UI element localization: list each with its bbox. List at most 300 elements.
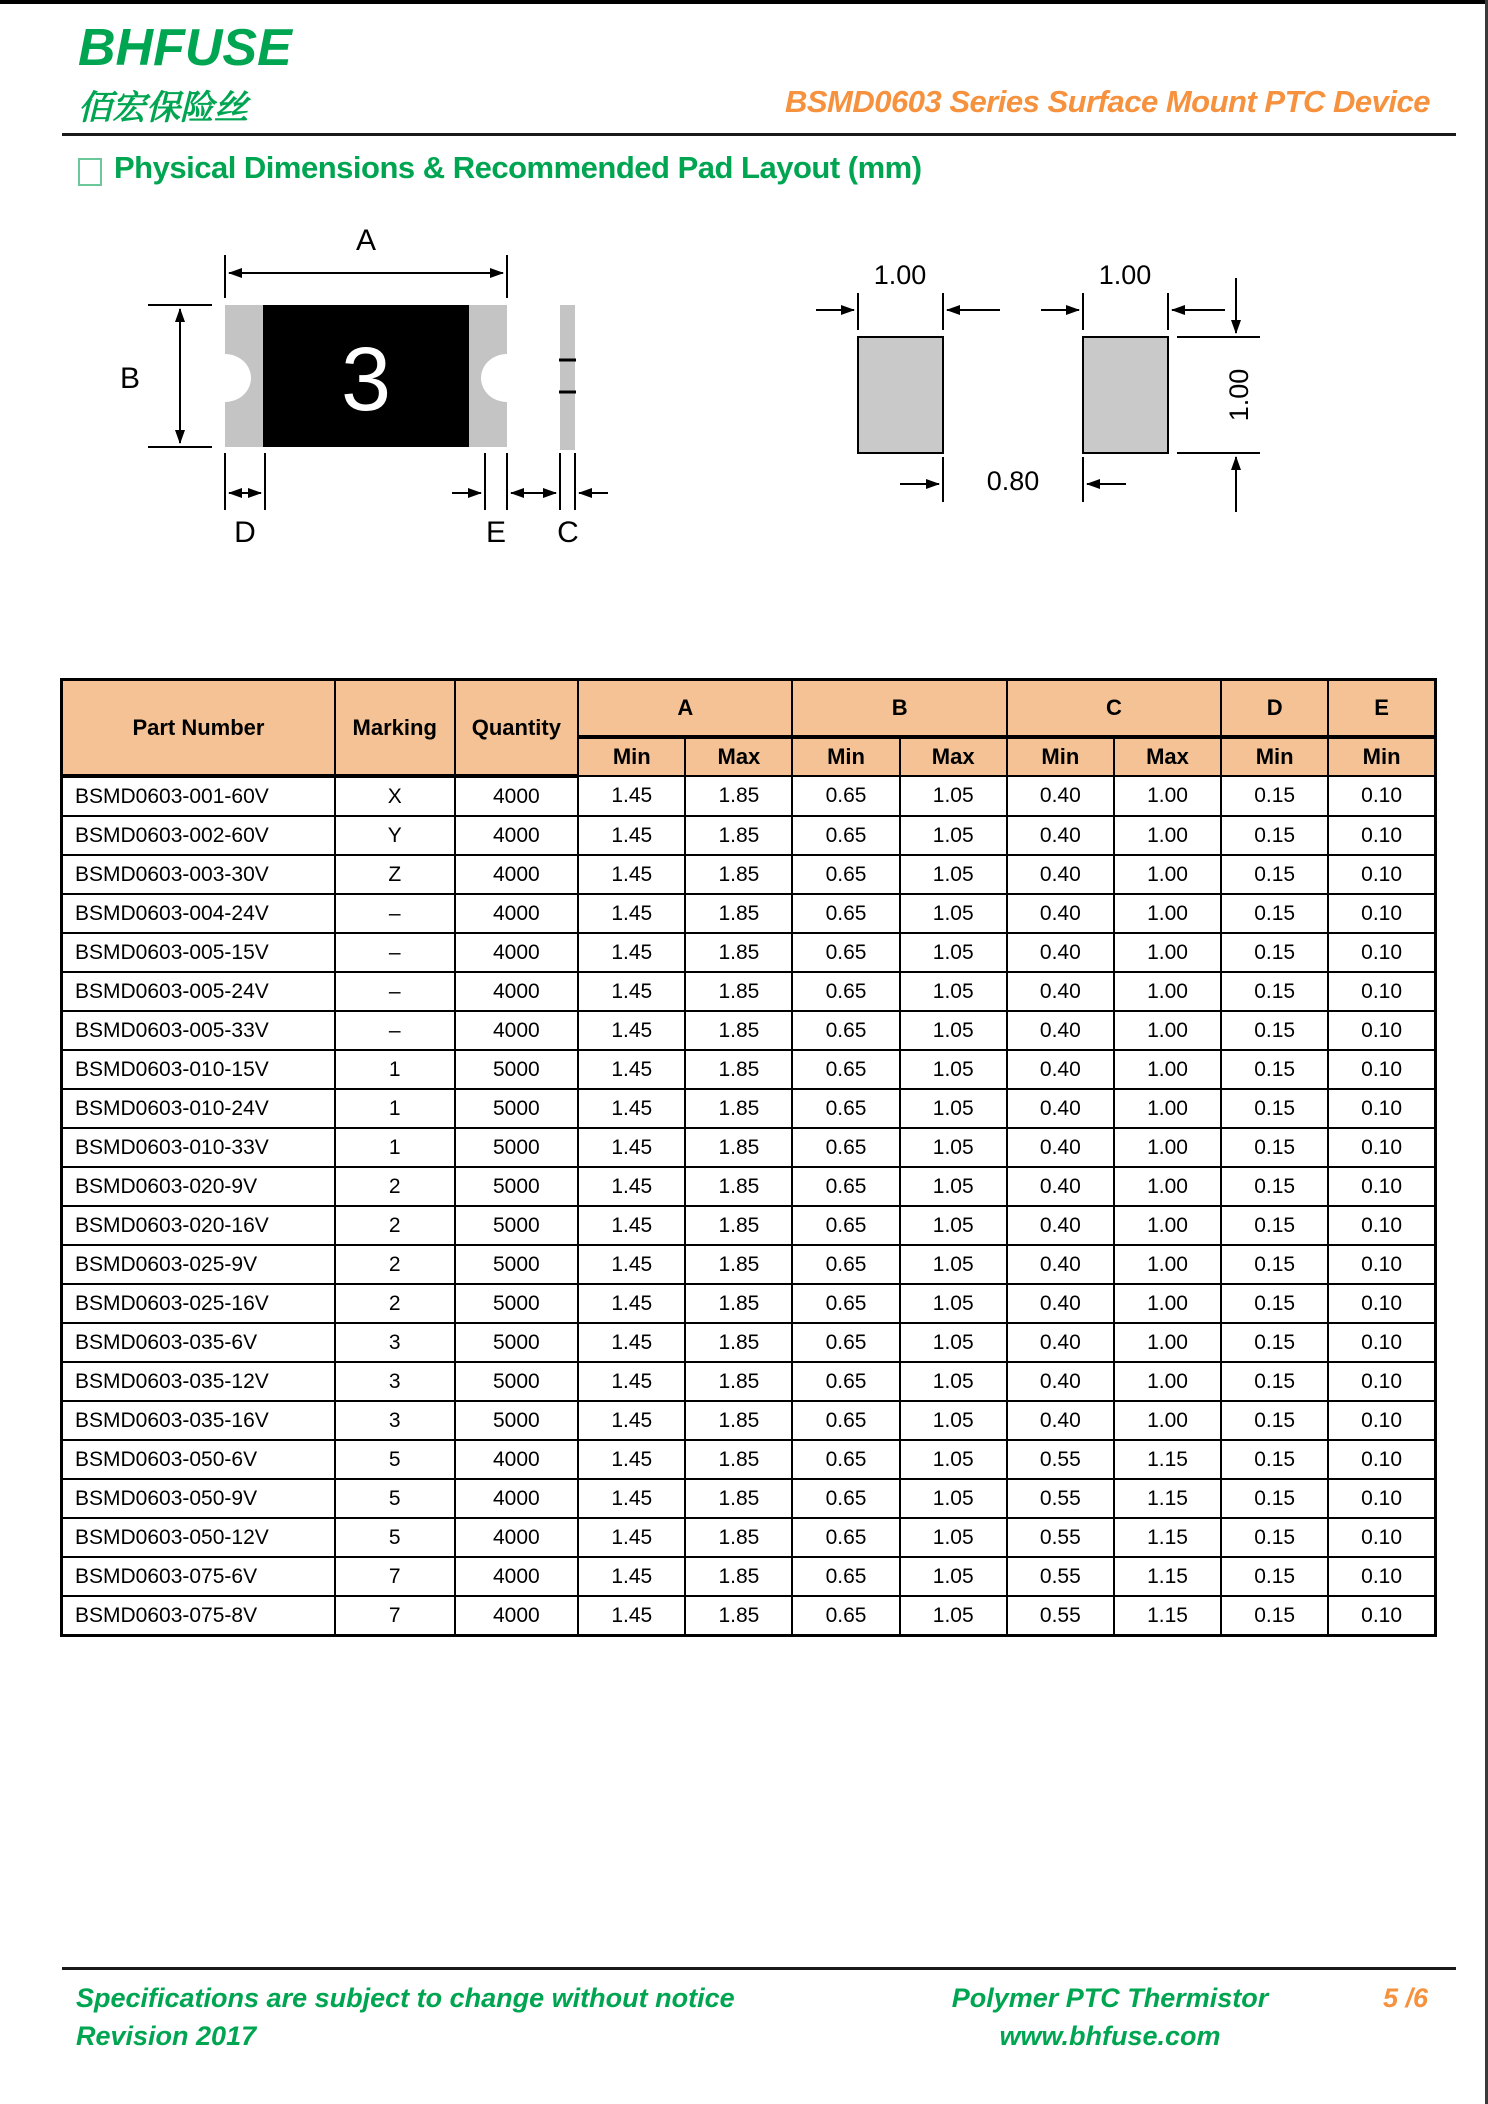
cell-part-number: BSMD0603-050-6V bbox=[62, 1440, 335, 1479]
cell-a-min: 1.45 bbox=[578, 1401, 685, 1440]
cell-part-number: BSMD0603-010-15V bbox=[62, 1050, 335, 1089]
cell-c-max: 1.00 bbox=[1114, 776, 1221, 816]
col-group-d: D bbox=[1221, 680, 1328, 738]
cell-b-max: 1.05 bbox=[900, 1596, 1007, 1636]
dim-label-b: B bbox=[119, 362, 141, 395]
cell-a-max: 1.85 bbox=[685, 1557, 792, 1596]
cell-b-min: 0.65 bbox=[792, 1479, 899, 1518]
cell-a-min: 1.45 bbox=[578, 894, 685, 933]
cell-marking: – bbox=[335, 894, 455, 933]
cell-quantity: 5000 bbox=[455, 1362, 579, 1401]
cell-a-max: 1.85 bbox=[685, 1167, 792, 1206]
cell-a-max: 1.85 bbox=[685, 1323, 792, 1362]
cell-b-max: 1.05 bbox=[900, 1557, 1007, 1596]
cell-c-min: 0.40 bbox=[1007, 1245, 1114, 1284]
cell-b-max: 1.05 bbox=[900, 933, 1007, 972]
pad-width-left-value: 1.00 bbox=[873, 260, 927, 290]
cell-c-max: 1.00 bbox=[1114, 1128, 1221, 1167]
cell-c-max: 1.00 bbox=[1114, 894, 1221, 933]
cell-c-max: 1.00 bbox=[1114, 1323, 1221, 1362]
cell-marking: 1 bbox=[335, 1128, 455, 1167]
cell-marking: 5 bbox=[335, 1440, 455, 1479]
pad-height-value: 1.00 bbox=[1224, 368, 1254, 422]
cell-a-max: 1.85 bbox=[685, 1284, 792, 1323]
cell-c-max: 1.00 bbox=[1114, 1167, 1221, 1206]
cell-d-min: 0.15 bbox=[1221, 855, 1328, 894]
cell-c-max: 1.15 bbox=[1114, 1518, 1221, 1557]
cell-b-min: 0.65 bbox=[792, 1440, 899, 1479]
col-header-quantity: Quantity bbox=[455, 680, 579, 777]
table-row bbox=[62, 1128, 1436, 1167]
cell-c-max: 1.15 bbox=[1114, 1479, 1221, 1518]
pad-layout-drawing bbox=[800, 240, 1400, 540]
cell-a-max: 1.85 bbox=[685, 1596, 792, 1636]
cell-e-min: 0.10 bbox=[1328, 1323, 1435, 1362]
cell-e-min: 0.10 bbox=[1328, 1011, 1435, 1050]
cell-c-min: 0.40 bbox=[1007, 1128, 1114, 1167]
cell-e-min: 0.10 bbox=[1328, 1050, 1435, 1089]
cell-b-min: 0.65 bbox=[792, 972, 899, 1011]
footer-page-number: 5 /6 bbox=[1382, 1983, 1428, 2013]
cell-marking: – bbox=[335, 972, 455, 1011]
col-header-marking: Marking bbox=[335, 680, 455, 777]
cell-b-max: 1.05 bbox=[900, 1362, 1007, 1401]
cell-d-min: 0.15 bbox=[1221, 1245, 1328, 1284]
cell-quantity: 5000 bbox=[455, 1089, 579, 1128]
cell-a-max: 1.85 bbox=[685, 816, 792, 855]
cell-marking: 2 bbox=[335, 1167, 455, 1206]
brand-logo: BHFUSE bbox=[78, 19, 292, 77]
pad-width-right-value: 1.00 bbox=[1098, 260, 1152, 290]
cell-marking: 2 bbox=[335, 1245, 455, 1284]
cell-e-min: 0.10 bbox=[1328, 894, 1435, 933]
cell-marking: 5 bbox=[335, 1479, 455, 1518]
cell-part-number: BSMD0603-075-6V bbox=[62, 1557, 335, 1596]
table-row bbox=[62, 1479, 1436, 1518]
cell-c-min: 0.55 bbox=[1007, 1557, 1114, 1596]
cell-e-min: 0.10 bbox=[1328, 1245, 1435, 1284]
cell-part-number: BSMD0603-075-8V bbox=[62, 1596, 335, 1636]
col-header-c-min: Min bbox=[1007, 737, 1114, 776]
cell-c-max: 1.00 bbox=[1114, 816, 1221, 855]
right-pad bbox=[1083, 337, 1168, 453]
dim-label-d: D bbox=[234, 516, 256, 549]
cell-quantity: 5000 bbox=[455, 1284, 579, 1323]
left-pad bbox=[858, 337, 943, 453]
cell-b-max: 1.05 bbox=[900, 1323, 1007, 1362]
cell-quantity: 4000 bbox=[455, 1557, 579, 1596]
cell-part-number: BSMD0603-005-15V bbox=[62, 933, 335, 972]
cell-c-min: 0.40 bbox=[1007, 1206, 1114, 1245]
cell-c-max: 1.15 bbox=[1114, 1596, 1221, 1636]
cell-b-max: 1.05 bbox=[900, 776, 1007, 816]
col-group-b: B bbox=[792, 680, 1006, 738]
table-row bbox=[62, 1206, 1436, 1245]
section-title: Physical Dimensions & Recommended Pad Layout (mm) bbox=[114, 150, 922, 185]
cell-part-number: BSMD0603-005-24V bbox=[62, 972, 335, 1011]
cell-part-number: BSMD0603-050-12V bbox=[62, 1518, 335, 1557]
cell-quantity: 5000 bbox=[455, 1245, 579, 1284]
cell-part-number: BSMD0603-003-30V bbox=[62, 855, 335, 894]
cell-quantity: 5000 bbox=[455, 1167, 579, 1206]
table-row bbox=[62, 1362, 1436, 1401]
cell-a-max: 1.85 bbox=[685, 1401, 792, 1440]
left-notch bbox=[199, 354, 251, 402]
pad-gap-value: 0.80 bbox=[986, 466, 1040, 496]
cell-b-max: 1.05 bbox=[900, 1011, 1007, 1050]
cell-d-min: 0.15 bbox=[1221, 1362, 1328, 1401]
cell-b-min: 0.65 bbox=[792, 1089, 899, 1128]
header-rule bbox=[62, 133, 1456, 136]
cell-b-max: 1.05 bbox=[900, 1440, 1007, 1479]
cell-part-number: BSMD0603-010-24V bbox=[62, 1089, 335, 1128]
cell-c-min: 0.40 bbox=[1007, 1011, 1114, 1050]
cell-marking: 1 bbox=[335, 1089, 455, 1128]
cell-a-max: 1.85 bbox=[685, 1128, 792, 1167]
cell-a-min: 1.45 bbox=[578, 1089, 685, 1128]
cell-a-max: 1.85 bbox=[685, 1245, 792, 1284]
cell-part-number: BSMD0603-035-6V bbox=[62, 1323, 335, 1362]
cell-b-min: 0.65 bbox=[792, 855, 899, 894]
cell-e-min: 0.10 bbox=[1328, 776, 1435, 816]
cell-a-max: 1.85 bbox=[685, 894, 792, 933]
cell-e-min: 0.10 bbox=[1328, 855, 1435, 894]
cell-e-min: 0.10 bbox=[1328, 1557, 1435, 1596]
col-header-b-min: Min bbox=[792, 737, 899, 776]
cell-c-min: 0.40 bbox=[1007, 933, 1114, 972]
cell-c-max: 1.00 bbox=[1114, 933, 1221, 972]
cell-e-min: 0.10 bbox=[1328, 1128, 1435, 1167]
cell-a-min: 1.45 bbox=[578, 1050, 685, 1089]
cell-e-min: 0.10 bbox=[1328, 1518, 1435, 1557]
cell-marking: 3 bbox=[335, 1362, 455, 1401]
cell-a-min: 1.45 bbox=[578, 1596, 685, 1636]
cell-marking: 3 bbox=[335, 1323, 455, 1362]
cell-part-number: BSMD0603-020-16V bbox=[62, 1206, 335, 1245]
cell-marking: – bbox=[335, 933, 455, 972]
cell-part-number: BSMD0603-010-33V bbox=[62, 1128, 335, 1167]
cell-part-number: BSMD0603-050-9V bbox=[62, 1479, 335, 1518]
cell-c-max: 1.00 bbox=[1114, 1362, 1221, 1401]
col-group-e: E bbox=[1328, 680, 1435, 738]
table-row bbox=[62, 1557, 1436, 1596]
cell-a-min: 1.45 bbox=[578, 855, 685, 894]
dimensions-table bbox=[60, 678, 1437, 1637]
cell-c-max: 1.00 bbox=[1114, 1011, 1221, 1050]
cell-d-min: 0.15 bbox=[1221, 816, 1328, 855]
cell-c-min: 0.55 bbox=[1007, 1518, 1114, 1557]
cell-b-min: 0.65 bbox=[792, 1128, 899, 1167]
brand-logo-chinese: 佰宏保险丝 bbox=[78, 89, 248, 127]
cell-marking: – bbox=[335, 1011, 455, 1050]
cell-quantity: 4000 bbox=[455, 1479, 579, 1518]
cell-b-min: 0.65 bbox=[792, 1596, 899, 1636]
cell-quantity: 4000 bbox=[455, 855, 579, 894]
cell-b-max: 1.05 bbox=[900, 972, 1007, 1011]
dim-label-e: E bbox=[485, 516, 507, 549]
cell-d-min: 0.15 bbox=[1221, 933, 1328, 972]
cell-a-max: 1.85 bbox=[685, 1440, 792, 1479]
table-row bbox=[62, 1011, 1436, 1050]
cell-a-min: 1.45 bbox=[578, 1245, 685, 1284]
cell-part-number: BSMD0603-004-24V bbox=[62, 894, 335, 933]
col-header-b-max: Max bbox=[900, 737, 1007, 776]
cell-part-number: BSMD0603-035-16V bbox=[62, 1401, 335, 1440]
cell-d-min: 0.15 bbox=[1221, 1167, 1328, 1206]
col-header-e-min: Min bbox=[1328, 737, 1435, 776]
cell-a-max: 1.85 bbox=[685, 972, 792, 1011]
cell-b-min: 0.65 bbox=[792, 1011, 899, 1050]
cell-d-min: 0.15 bbox=[1221, 1206, 1328, 1245]
cell-b-min: 0.65 bbox=[792, 1557, 899, 1596]
cell-quantity: 4000 bbox=[455, 1440, 579, 1479]
cell-e-min: 0.10 bbox=[1328, 972, 1435, 1011]
cell-a-max: 1.85 bbox=[685, 1089, 792, 1128]
cell-c-min: 0.40 bbox=[1007, 972, 1114, 1011]
cell-b-max: 1.05 bbox=[900, 1128, 1007, 1167]
cell-b-min: 0.65 bbox=[792, 1323, 899, 1362]
cell-b-max: 1.05 bbox=[900, 1206, 1007, 1245]
cell-c-min: 0.40 bbox=[1007, 855, 1114, 894]
cell-part-number: BSMD0603-001-60V bbox=[62, 776, 335, 816]
cell-b-min: 0.65 bbox=[792, 894, 899, 933]
table-row bbox=[62, 1089, 1436, 1128]
cell-c-min: 0.40 bbox=[1007, 1167, 1114, 1206]
page-edge-top bbox=[0, 0, 1488, 4]
cell-d-min: 0.15 bbox=[1221, 1323, 1328, 1362]
cell-b-min: 0.65 bbox=[792, 1284, 899, 1323]
cell-b-max: 1.05 bbox=[900, 855, 1007, 894]
cell-e-min: 0.10 bbox=[1328, 1206, 1435, 1245]
cell-quantity: 5000 bbox=[455, 1128, 579, 1167]
cell-d-min: 0.15 bbox=[1221, 1284, 1328, 1323]
cell-c-min: 0.40 bbox=[1007, 1284, 1114, 1323]
cell-a-min: 1.45 bbox=[578, 1440, 685, 1479]
cell-b-min: 0.65 bbox=[792, 1362, 899, 1401]
cell-part-number: BSMD0603-005-33V bbox=[62, 1011, 335, 1050]
cell-d-min: 0.15 bbox=[1221, 1011, 1328, 1050]
cell-b-max: 1.05 bbox=[900, 1518, 1007, 1557]
cell-e-min: 0.10 bbox=[1328, 1362, 1435, 1401]
cell-c-max: 1.00 bbox=[1114, 1401, 1221, 1440]
cell-marking: 1 bbox=[335, 1050, 455, 1089]
right-notch bbox=[481, 354, 533, 402]
cell-e-min: 0.10 bbox=[1328, 933, 1435, 972]
cell-a-max: 1.85 bbox=[685, 1050, 792, 1089]
cell-e-min: 0.10 bbox=[1328, 1479, 1435, 1518]
cell-d-min: 0.15 bbox=[1221, 1518, 1328, 1557]
cell-a-min: 1.45 bbox=[578, 1557, 685, 1596]
cell-quantity: 4000 bbox=[455, 1011, 579, 1050]
device-marking-text: 3 bbox=[340, 330, 392, 430]
side-view-strip bbox=[560, 305, 575, 450]
cell-b-max: 1.05 bbox=[900, 1167, 1007, 1206]
table-row bbox=[62, 1323, 1436, 1362]
cell-quantity: 4000 bbox=[455, 816, 579, 855]
table-row bbox=[62, 933, 1436, 972]
cell-c-min: 0.40 bbox=[1007, 1323, 1114, 1362]
cell-part-number: BSMD0603-002-60V bbox=[62, 816, 335, 855]
cell-b-min: 0.65 bbox=[792, 816, 899, 855]
cell-c-min: 0.55 bbox=[1007, 1440, 1114, 1479]
col-header-d-min: Min bbox=[1221, 737, 1328, 776]
cell-c-max: 1.15 bbox=[1114, 1440, 1221, 1479]
cell-e-min: 0.10 bbox=[1328, 1089, 1435, 1128]
cell-a-min: 1.45 bbox=[578, 1518, 685, 1557]
cell-e-min: 0.10 bbox=[1328, 1440, 1435, 1479]
cell-d-min: 0.15 bbox=[1221, 1089, 1328, 1128]
cell-d-min: 0.15 bbox=[1221, 894, 1328, 933]
cell-c-min: 0.40 bbox=[1007, 1362, 1114, 1401]
footer-disclaimer: Specifications are subject to change without notice bbox=[76, 1983, 735, 2013]
cell-e-min: 0.10 bbox=[1328, 1401, 1435, 1440]
footer-website-link[interactable]: www.bhfuse.com bbox=[999, 2021, 1221, 2051]
cell-marking: 7 bbox=[335, 1596, 455, 1636]
cell-d-min: 0.15 bbox=[1221, 1128, 1328, 1167]
table-row bbox=[62, 1167, 1436, 1206]
cell-a-min: 1.45 bbox=[578, 1479, 685, 1518]
component-dimension-drawing bbox=[100, 210, 620, 550]
cell-marking: 2 bbox=[335, 1284, 455, 1323]
table-row bbox=[62, 816, 1436, 855]
cell-b-min: 0.65 bbox=[792, 933, 899, 972]
cell-c-min: 0.40 bbox=[1007, 816, 1114, 855]
cell-c-min: 0.40 bbox=[1007, 776, 1114, 816]
table-row bbox=[62, 1284, 1436, 1323]
cell-a-max: 1.85 bbox=[685, 933, 792, 972]
cell-a-max: 1.85 bbox=[685, 1479, 792, 1518]
cell-b-max: 1.05 bbox=[900, 1401, 1007, 1440]
cell-quantity: 5000 bbox=[455, 1401, 579, 1440]
cell-quantity: 5000 bbox=[455, 1323, 579, 1362]
checkbox-bullet-icon bbox=[78, 158, 102, 186]
table-row bbox=[62, 1440, 1436, 1479]
cell-marking: Y bbox=[335, 816, 455, 855]
cell-marking: 5 bbox=[335, 1518, 455, 1557]
cell-b-min: 0.65 bbox=[792, 1050, 899, 1089]
table-row bbox=[62, 894, 1436, 933]
table-row bbox=[62, 776, 1436, 816]
cell-a-max: 1.85 bbox=[685, 1011, 792, 1050]
cell-c-min: 0.55 bbox=[1007, 1596, 1114, 1636]
cell-a-min: 1.45 bbox=[578, 1323, 685, 1362]
cell-b-max: 1.05 bbox=[900, 894, 1007, 933]
footer-rule bbox=[62, 1967, 1456, 1970]
cell-part-number: BSMD0603-020-9V bbox=[62, 1167, 335, 1206]
cell-c-max: 1.15 bbox=[1114, 1557, 1221, 1596]
cell-marking: 7 bbox=[335, 1557, 455, 1596]
cell-b-max: 1.05 bbox=[900, 816, 1007, 855]
cell-marking: Z bbox=[335, 855, 455, 894]
table-row bbox=[62, 1518, 1436, 1557]
cell-a-min: 1.45 bbox=[578, 1167, 685, 1206]
cell-b-max: 1.05 bbox=[900, 1245, 1007, 1284]
cell-d-min: 0.15 bbox=[1221, 1440, 1328, 1479]
cell-c-max: 1.00 bbox=[1114, 855, 1221, 894]
cell-a-min: 1.45 bbox=[578, 1362, 685, 1401]
table-row bbox=[62, 1050, 1436, 1089]
cell-c-min: 0.40 bbox=[1007, 1050, 1114, 1089]
col-header-a-max: Max bbox=[685, 737, 792, 776]
cell-b-min: 0.65 bbox=[792, 1245, 899, 1284]
table-row bbox=[62, 1596, 1436, 1636]
cell-e-min: 0.10 bbox=[1328, 1284, 1435, 1323]
cell-part-number: BSMD0603-035-12V bbox=[62, 1362, 335, 1401]
cell-marking: X bbox=[335, 776, 455, 816]
cell-part-number: BSMD0603-025-16V bbox=[62, 1284, 335, 1323]
cell-a-min: 1.45 bbox=[578, 776, 685, 816]
cell-d-min: 0.15 bbox=[1221, 972, 1328, 1011]
cell-a-min: 1.45 bbox=[578, 1206, 685, 1245]
cell-b-max: 1.05 bbox=[900, 1284, 1007, 1323]
col-group-c: C bbox=[1007, 680, 1221, 738]
cell-a-min: 1.45 bbox=[578, 1284, 685, 1323]
cell-a-min: 1.45 bbox=[578, 933, 685, 972]
document-title: BSMD0603 Series Surface Mount PTC Device bbox=[784, 84, 1430, 119]
cell-b-min: 0.65 bbox=[792, 1206, 899, 1245]
cell-a-max: 1.85 bbox=[685, 1362, 792, 1401]
cell-quantity: 4000 bbox=[455, 972, 579, 1011]
cell-c-min: 0.40 bbox=[1007, 894, 1114, 933]
cell-c-min: 0.40 bbox=[1007, 1401, 1114, 1440]
cell-b-max: 1.05 bbox=[900, 1479, 1007, 1518]
cell-quantity: 4000 bbox=[455, 1596, 579, 1636]
cell-quantity: 5000 bbox=[455, 1206, 579, 1245]
table-row bbox=[62, 1401, 1436, 1440]
cell-e-min: 0.10 bbox=[1328, 1167, 1435, 1206]
cell-e-min: 0.10 bbox=[1328, 816, 1435, 855]
cell-c-max: 1.00 bbox=[1114, 1245, 1221, 1284]
cell-part-number: BSMD0603-025-9V bbox=[62, 1245, 335, 1284]
cell-a-max: 1.85 bbox=[685, 1206, 792, 1245]
cell-b-min: 0.65 bbox=[792, 1401, 899, 1440]
cell-quantity: 5000 bbox=[455, 1050, 579, 1089]
cell-d-min: 0.15 bbox=[1221, 776, 1328, 816]
cell-a-max: 1.85 bbox=[685, 776, 792, 816]
cell-c-max: 1.00 bbox=[1114, 1050, 1221, 1089]
cell-e-min: 0.10 bbox=[1328, 1596, 1435, 1636]
cell-a-min: 1.45 bbox=[578, 972, 685, 1011]
dim-label-a: A bbox=[355, 224, 377, 257]
table-row bbox=[62, 855, 1436, 894]
cell-marking: 2 bbox=[335, 1206, 455, 1245]
cell-d-min: 0.15 bbox=[1221, 1050, 1328, 1089]
cell-c-max: 1.00 bbox=[1114, 1284, 1221, 1323]
cell-quantity: 4000 bbox=[455, 1518, 579, 1557]
cell-d-min: 0.15 bbox=[1221, 1401, 1328, 1440]
cell-a-min: 1.45 bbox=[578, 1128, 685, 1167]
cell-b-max: 1.05 bbox=[900, 1089, 1007, 1128]
cell-d-min: 0.15 bbox=[1221, 1596, 1328, 1636]
cell-a-max: 1.85 bbox=[685, 855, 792, 894]
col-group-a: A bbox=[578, 680, 792, 738]
cell-quantity: 4000 bbox=[455, 894, 579, 933]
cell-b-min: 0.65 bbox=[792, 1167, 899, 1206]
cell-d-min: 0.15 bbox=[1221, 1557, 1328, 1596]
col-header-part-number: Part Number bbox=[62, 680, 335, 777]
cell-b-min: 0.65 bbox=[792, 776, 899, 816]
cell-quantity: 4000 bbox=[455, 776, 579, 816]
col-header-c-max: Max bbox=[1114, 737, 1221, 776]
cell-c-min: 0.55 bbox=[1007, 1479, 1114, 1518]
footer-revision: Revision 2017 bbox=[76, 2021, 257, 2051]
cell-quantity: 4000 bbox=[455, 933, 579, 972]
cell-b-max: 1.05 bbox=[900, 1050, 1007, 1089]
dim-label-c: C bbox=[557, 516, 579, 549]
table-row bbox=[62, 972, 1436, 1011]
col-header-a-min: Min bbox=[578, 737, 685, 776]
cell-d-min: 0.15 bbox=[1221, 1479, 1328, 1518]
